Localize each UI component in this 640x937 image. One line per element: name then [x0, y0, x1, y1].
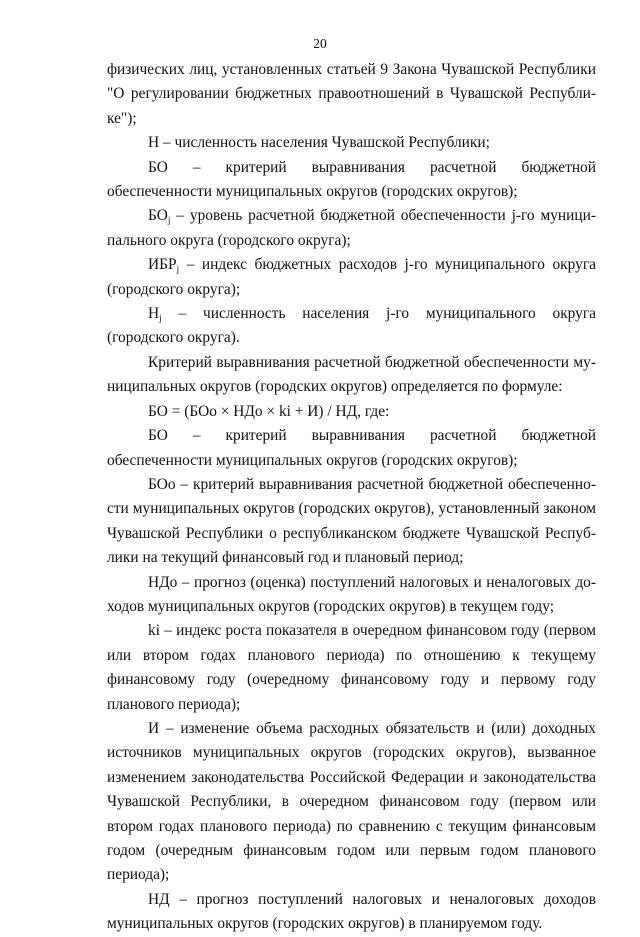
document-body	[107, 58, 596, 937]
paragraph-definition-nj	[107, 302, 596, 351]
paragraph-definition-ibrj	[107, 253, 596, 302]
paragraph-text: – уровень расчетной бюджетной обеспеченности j-го муниципального округа (городского округа);	[107, 207, 596, 249]
paragraph-definition-bo	[107, 156, 596, 205]
paragraph-definition-nd	[107, 888, 596, 937]
paragraph-text: физических лиц, установленных статьей 9 Закона Чувашской Республики "О регулировании бюджетных правоотношений в Чувашской Республике");	[107, 61, 596, 127]
paragraph-definition-n	[107, 131, 596, 155]
formula	[107, 400, 596, 424]
formula-text: БО = (БОо × НДо × ki + И) / НД, где:	[148, 402, 390, 420]
paragraph-definition-boo	[107, 473, 596, 571]
paragraph-definition-ndo	[107, 571, 596, 620]
paragraph-text: Критерий выравнивания расчетной бюджетной обеспеченности муниципальных округов (городских округов) определяется по формуле:	[107, 353, 596, 396]
paragraph-definition-bo-2	[107, 424, 596, 473]
paragraph-text: И – изменение объема расходных обязательств и (или) доходных источников муниципальных округов (городских округов), вызванное изменением законодательства Российской Федерации и законодательства Чувашской Республики, в очередном финансовом году (первом или втором годах планового периода) по сравнению с текущим финансовым годом (очередным финансовым годом или первым годом планового периода);	[107, 719, 596, 884]
paragraph-text: БО – критерий выравнивания расчетной бюджетной обеспеченности муниципальных округов (городских округов);	[107, 158, 596, 201]
paragraph-definition-ki	[107, 619, 596, 717]
paragraph-definition-i	[107, 717, 596, 888]
paragraph-text: – индекс бюджетных расходов j-го муниципального округа (городского округа);	[107, 256, 596, 298]
paragraph-text: БОо – критерий выравнивания расчетной бюджетной обеспеченности муниципальных округов (городских округов), установленный законом Чувашской Республики о республиканском бюджете Чувашской Республики на текущий финансовый год и плановый период;	[107, 475, 596, 567]
subscript: j	[159, 314, 162, 325]
paragraph-text: – численность населения j-го муниципального округа (городского округа).	[107, 305, 596, 347]
paragraph-text: БО	[148, 207, 168, 225]
paragraph-text: Н – численность населения Чувашской Республики;	[148, 134, 490, 152]
paragraph-text: НДо – прогноз (оценка) поступлений налоговых и неналоговых доходов муниципальных округов (городских округов) в текущем году;	[107, 573, 596, 615]
page-number: 20	[313, 36, 327, 51]
paragraph-text: НД – прогноз поступлений налоговых и неналоговых доходов муниципальных округов (городских округов) в планируемом году.	[107, 890, 596, 933]
paragraph-text: ИБР	[148, 256, 177, 274]
paragraph-definition-boj	[107, 204, 596, 253]
paragraph-text: БО – критерий выравнивания расчетной бюджетной обеспеченности муниципальных округов (городских округов);	[107, 427, 596, 469]
paragraph-criterion-intro	[107, 351, 596, 400]
paragraph-continuation	[107, 58, 596, 131]
paragraph-text: Н	[148, 305, 160, 323]
subscript: j	[167, 216, 171, 227]
subscript: j	[176, 265, 180, 276]
paragraph-text: ki – индекс роста показателя в очередном финансовом году (первом или втором годах планового периода) по отношению к текущему финансовому году (очередному финансовому году и первому году планового периода);	[107, 622, 596, 713]
